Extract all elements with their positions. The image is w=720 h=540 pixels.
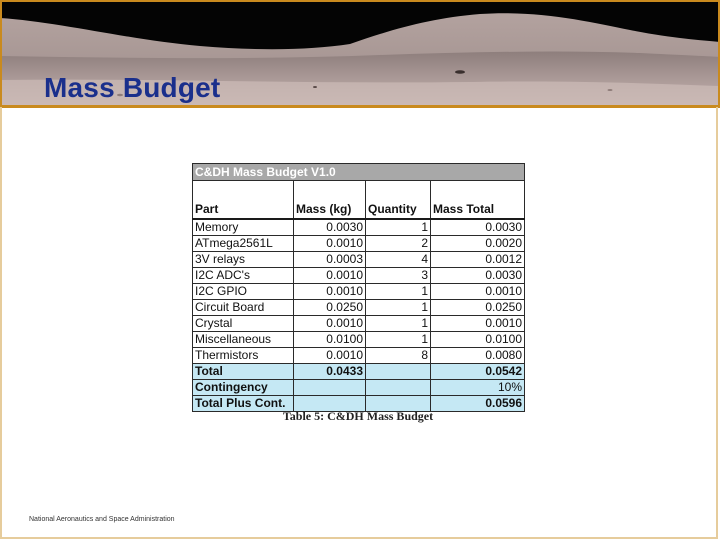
quantity-cell: 4 [366, 252, 431, 268]
footer-agency-name: National Aeronautics and Space Administration [29, 516, 175, 523]
mass-cell: 0.0100 [294, 332, 366, 348]
quantity-cell: 1 [366, 300, 431, 316]
mass-total-cell: 0.0020 [431, 236, 525, 252]
part-cell: Memory [193, 219, 294, 236]
mass-cell: 0.0010 [294, 316, 366, 332]
mass-total-cell: 0.0030 [431, 219, 525, 236]
table-row [193, 332, 525, 348]
table-row [193, 300, 525, 316]
part-cell: I2C ADC's [193, 268, 294, 284]
table-row [193, 284, 525, 300]
column-header-mass: Mass (kg) [294, 181, 366, 220]
column-header-mass-total: Mass Total [431, 181, 525, 220]
table-row [193, 219, 525, 236]
total-mass-total: 0.0542 [431, 364, 525, 380]
total-plus-label: Total Plus Cont. [193, 396, 294, 412]
mass-total-cell: 0.0010 [431, 316, 525, 332]
table-title: C&DH Mass Budget V1.0 [193, 164, 525, 181]
mass-cell: 0.0010 [294, 284, 366, 300]
part-cell: Miscellaneous [193, 332, 294, 348]
part-cell: Thermistors [193, 348, 294, 364]
column-header-part: Part [193, 181, 294, 220]
quantity-cell: 1 [366, 284, 431, 300]
part-cell: Crystal [193, 316, 294, 332]
slide-title: Mass Budget [44, 72, 221, 103]
mass-cell: 0.0250 [294, 300, 366, 316]
table-row [193, 268, 525, 284]
mass-total-cell: 0.0012 [431, 252, 525, 268]
contingency-empty-quantity [366, 380, 431, 396]
mass-total-cell: 0.0030 [431, 268, 525, 284]
table-caption: Table 5: C&DH Mass Budget [282, 409, 434, 423]
total-mass: 0.0433 [294, 364, 366, 380]
mass-cell: 0.0010 [294, 236, 366, 252]
table-title-row [193, 164, 525, 181]
mass-cell: 0.0010 [294, 348, 366, 364]
table-row [193, 348, 525, 364]
total-row [193, 364, 525, 380]
table-header-row [193, 181, 525, 220]
contingency-label: Contingency [193, 380, 294, 396]
mass-cell: 0.0030 [294, 219, 366, 236]
quantity-cell: 2 [366, 236, 431, 252]
total-quantity [366, 364, 431, 380]
part-cell: I2C GPIO [193, 284, 294, 300]
quantity-cell: 1 [366, 316, 431, 332]
column-header-quantity: Quantity [366, 181, 431, 220]
part-cell: 3V relays [193, 252, 294, 268]
total-label: Total [193, 364, 294, 380]
table-row [193, 236, 525, 252]
quantity-cell: 8 [366, 348, 431, 364]
table-row [193, 252, 525, 268]
quantity-cell: 1 [366, 332, 431, 348]
table-row [193, 316, 525, 332]
contingency-value: 10% [431, 380, 525, 396]
part-cell: Circuit Board [193, 300, 294, 316]
total-plus-value: 0.0596 [431, 396, 525, 412]
mass-total-cell: 0.0010 [431, 284, 525, 300]
mass-total-cell: 0.0080 [431, 348, 525, 364]
mass-total-cell: 0.0250 [431, 300, 525, 316]
quantity-cell: 1 [366, 219, 431, 236]
lunar-surface-banner [0, 0, 720, 107]
quantity-cell: 3 [366, 268, 431, 284]
mass-cell: 0.0010 [294, 268, 366, 284]
mass-cell: 0.0003 [294, 252, 366, 268]
mass-budget-table [192, 163, 525, 412]
contingency-empty-mass [294, 380, 366, 396]
mass-total-cell: 0.0100 [431, 332, 525, 348]
contingency-row [193, 380, 525, 396]
part-cell: ATmega2561L [193, 236, 294, 252]
